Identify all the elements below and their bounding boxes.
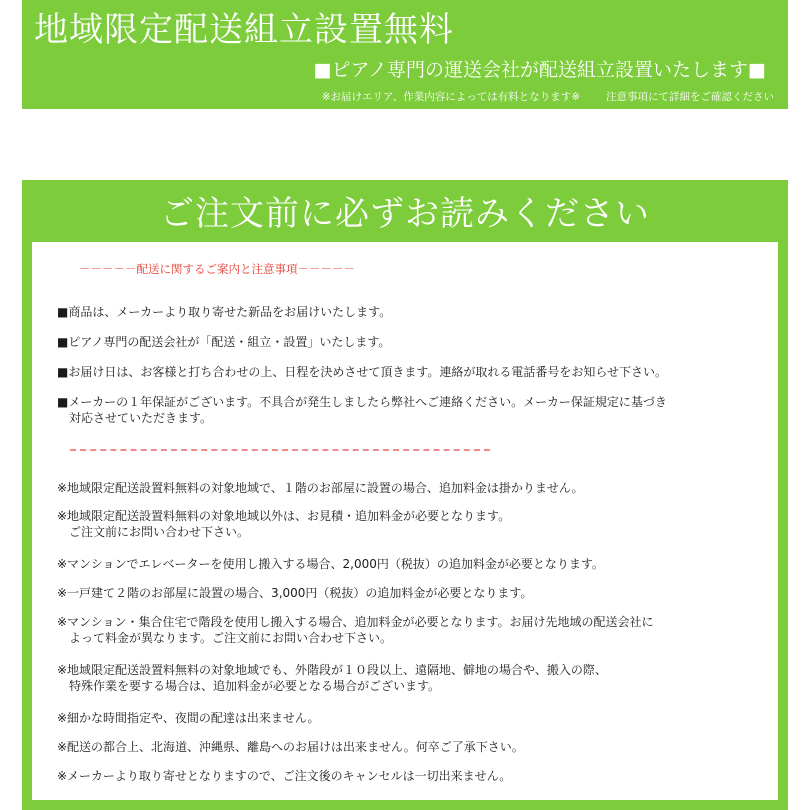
note-item-continuation: よって料金が異なります。ご注文前にお問い合わせ下さい。 <box>69 631 393 645</box>
notice-item <box>57 394 773 426</box>
banner-title: 地域限定配送組立設置無料 <box>34 10 454 50</box>
note-item-text: ※地域限定配送設置料無料の対象地域で、１階のお部屋に設置の場合、追加料金は掛かりません。 <box>57 481 584 495</box>
note-item <box>57 480 773 496</box>
note-item <box>57 662 773 694</box>
note-item-text: ※メーカーより取り寄せとなりますので、ご注文後のキャンセルは一切出来ません。 <box>57 769 512 783</box>
note-item <box>57 739 773 755</box>
banner-note <box>322 89 774 105</box>
note-item <box>57 710 773 726</box>
notice-item-text: ■メーカーの１年保証がございます。不具合が発生しましたら弊社へご連絡ください。メーカー保証規定に基づき <box>57 395 667 409</box>
note-item-text: ※一戸建て２階のお部屋に設置の場合、3,000円（税抜）の追加料金が必要となります。 <box>57 586 533 600</box>
note-item <box>57 508 773 540</box>
note-item-continuation: 特殊作業を要する場合は、追加料金が必要となる場合がございます。 <box>69 679 441 693</box>
dashed-divider <box>70 449 490 451</box>
note-item <box>57 585 773 601</box>
notice-frame <box>22 180 788 810</box>
notice-item-continuation: 対応させていただきます。 <box>69 411 213 425</box>
notice-item <box>57 364 773 380</box>
note-item <box>57 768 773 784</box>
notice-item-text: ■ピアノ専門の配送会社が「配送・組立・設置」いたします。 <box>57 335 391 349</box>
note-item-text: ※マンション・集合住宅で階段を使用し搬入する場合、追加料金が必要となります。お届け先地域の配送会社に <box>57 615 654 629</box>
notice-item-text: ■商品は、メーカーより取り寄せた新品をお届けいたします。 <box>57 305 392 319</box>
banner-subtitle: ■ピアノ専門の運送会社が配送組立設置いたします■ <box>313 59 766 81</box>
note-item <box>57 614 773 646</box>
banner-note-right: 注意事項にて詳細をご確認ください <box>606 91 774 103</box>
note-item-text: ※細かな時間指定や、夜間の配達は出来ません。 <box>57 711 320 725</box>
section-heading: －－－－－配送に関するご案内と注意事項－－－－－ <box>79 262 355 276</box>
notice-panel <box>32 242 778 800</box>
banner-note-left: ※お届けエリア、作業内容によっては有料となります※ <box>321 91 580 103</box>
free-delivery-banner <box>22 0 788 109</box>
notice-title: ご注文前に必ずお読みください <box>160 194 650 234</box>
notice-item <box>57 334 773 350</box>
note-item-continuation: ご注文前にお問い合わせ下さい。 <box>69 525 250 539</box>
note-item <box>57 556 773 572</box>
note-item-text: ※マンションでエレベーターを使用し搬入する場合、2,000円（税抜）の追加料金が必要となります。 <box>57 557 604 571</box>
note-item-text: ※地域限定配送設置料無料の対象地域でも、外階段が１０段以上、遠隔地、僻地の場合や、搬入の際、 <box>57 663 607 677</box>
notice-item <box>57 304 773 320</box>
note-item-text: ※配送の都合上、北海道、沖縄県、離島へのお届けは出来ません。何卒ご了承下さい。 <box>57 740 524 754</box>
note-item-text: ※地域限定配送設置料無料の対象地域以外は、お見積・追加料金が必要となります。 <box>57 509 511 523</box>
notice-item-text: ■お届け日は、お客様と打ち合わせの上、日程を決めさせて頂きます。連絡が取れる電話番号をお知らせ下さい。 <box>57 365 668 379</box>
